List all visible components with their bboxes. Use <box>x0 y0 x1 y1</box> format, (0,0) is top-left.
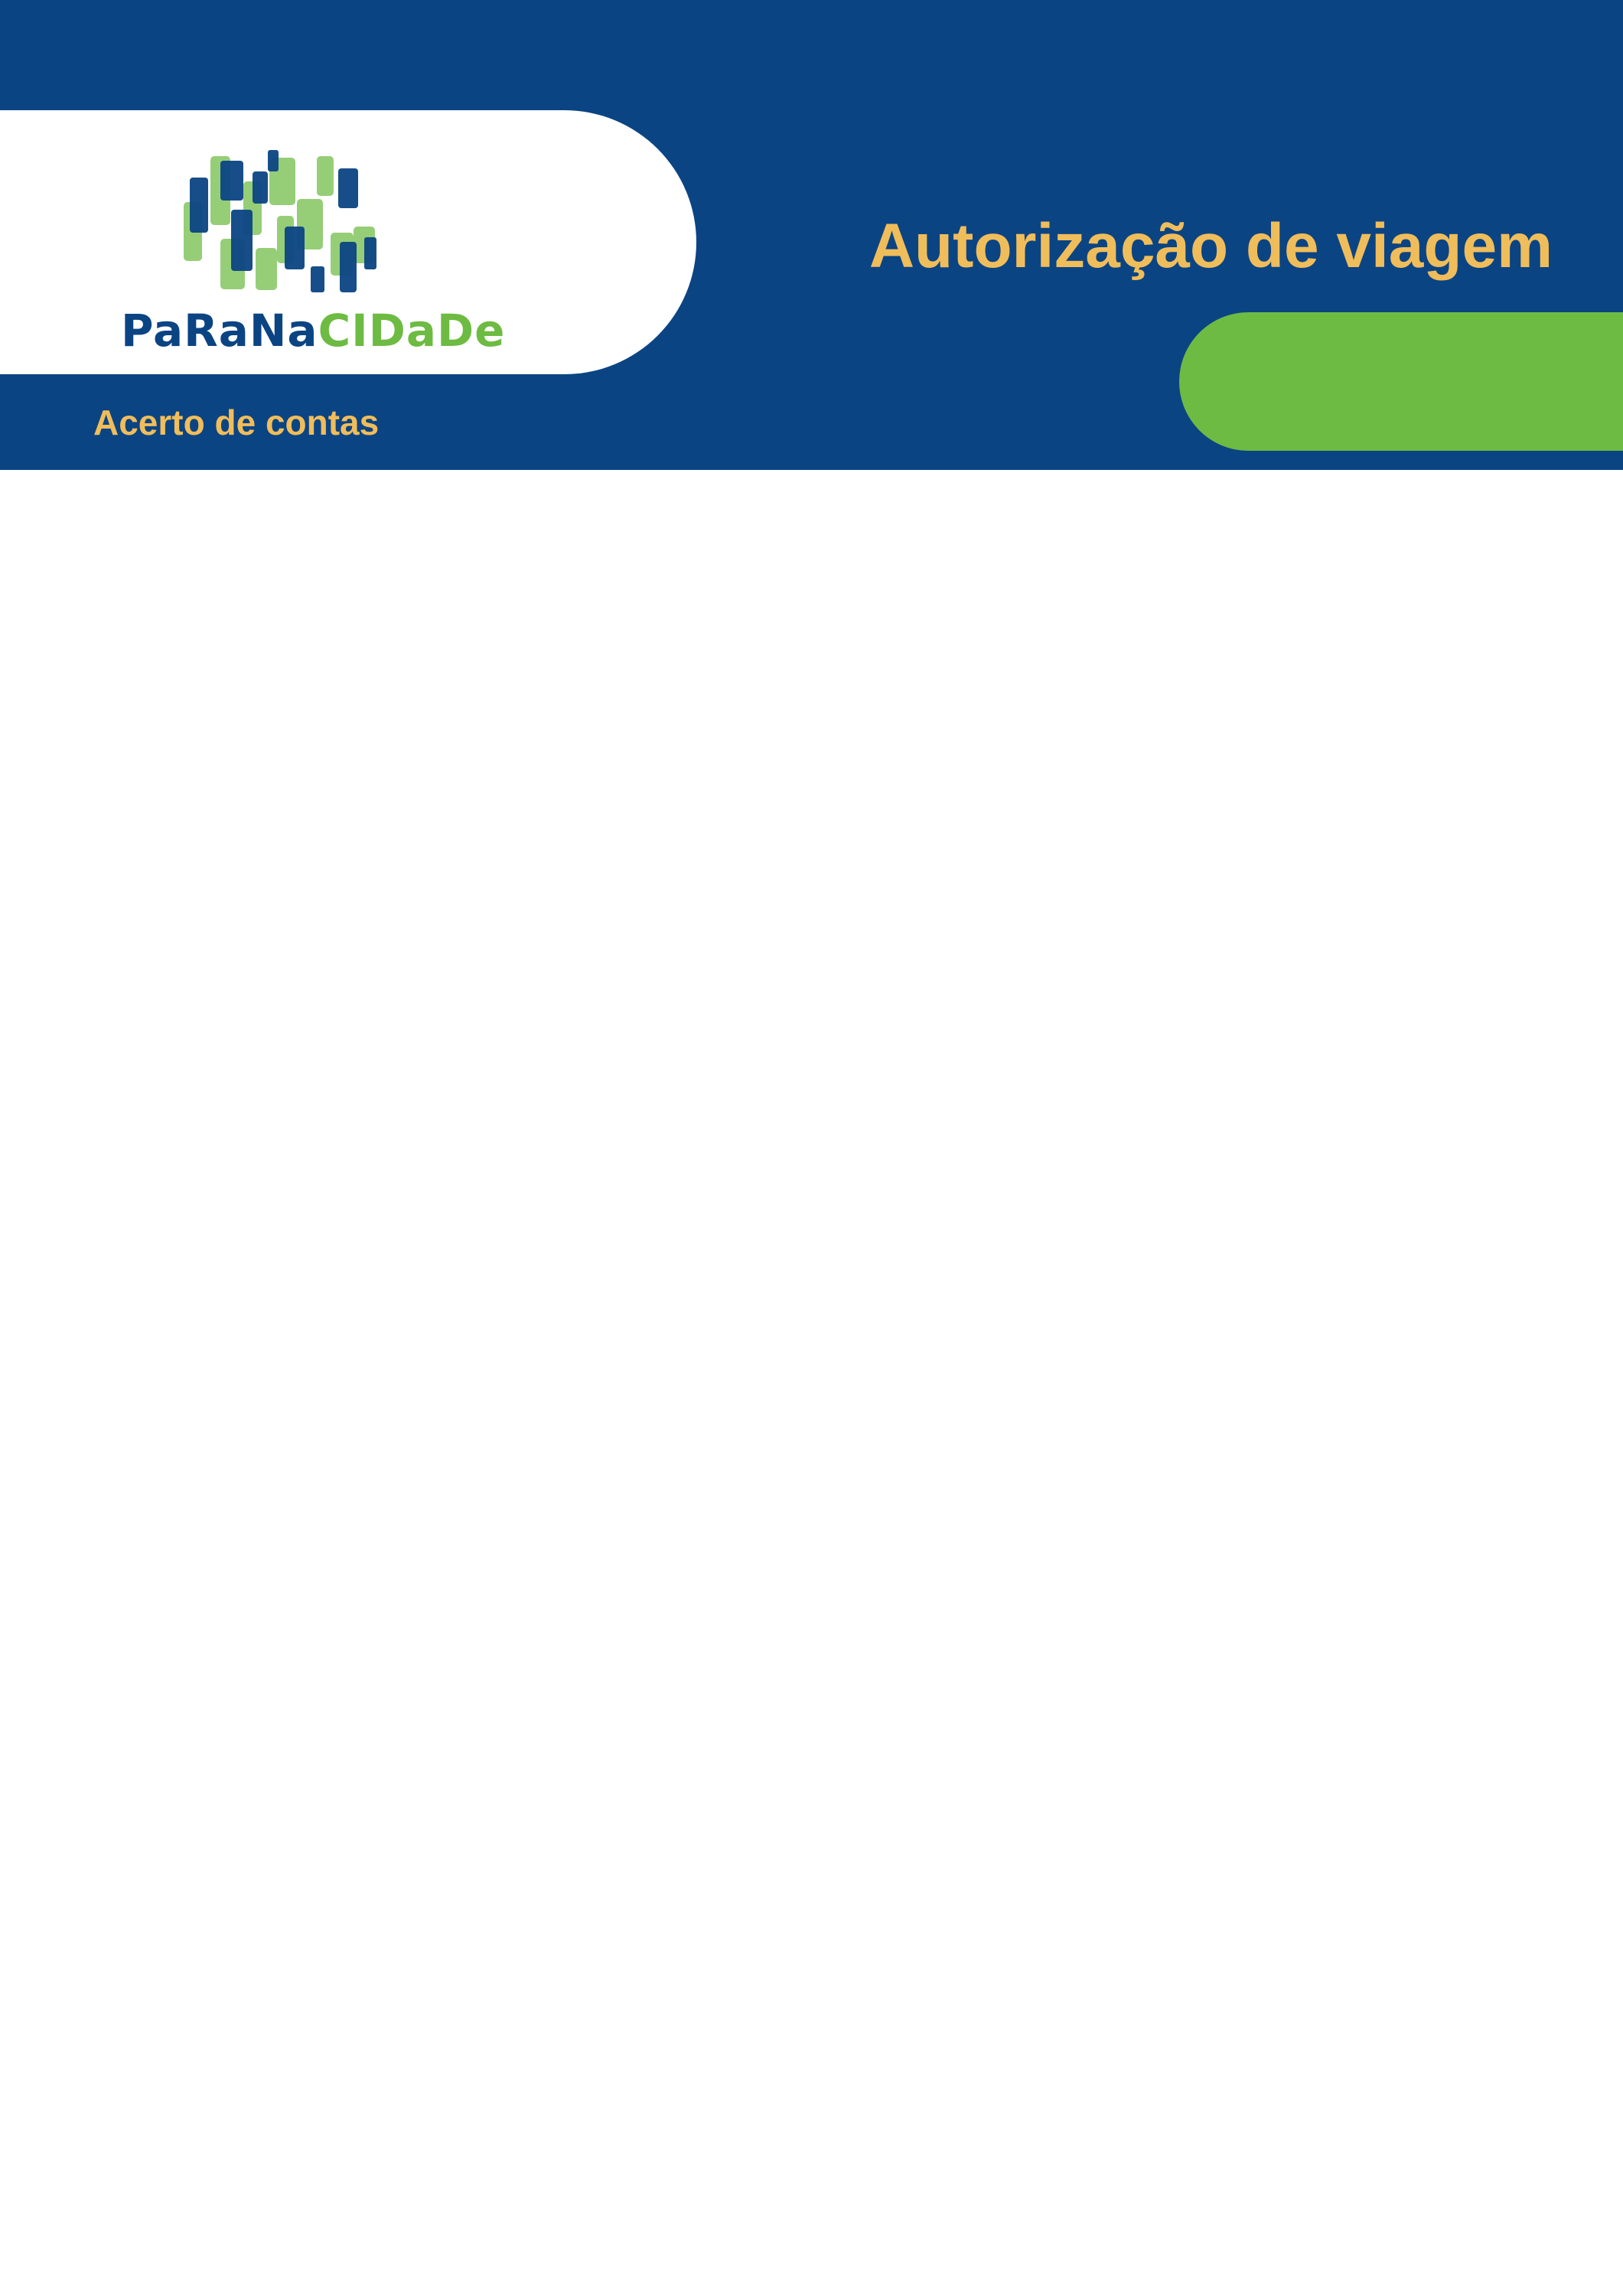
paranacidade-wordmark-right: CIDaDe <box>318 305 506 357</box>
paranacidade-wordmark <box>121 305 506 357</box>
paranacidade-wordmark-left: PaRaNa <box>121 305 318 357</box>
green-accent-pill <box>1179 312 1623 451</box>
paranacidade-logo-mark <box>176 147 383 296</box>
document-subtitle: Acerto de contas <box>93 403 380 442</box>
document-title: Autorização de viagem <box>869 211 1553 281</box>
